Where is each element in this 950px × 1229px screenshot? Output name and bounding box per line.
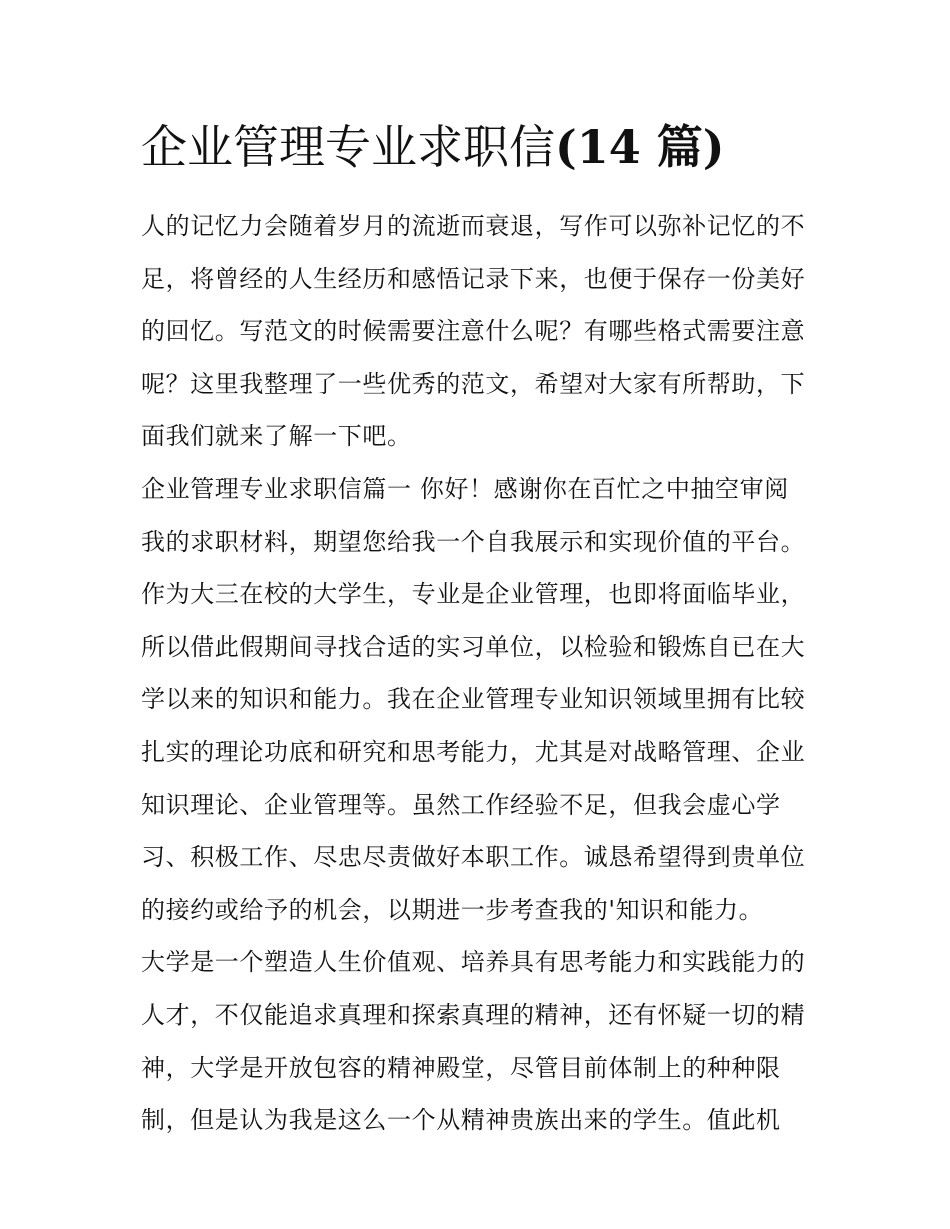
text-line: 企业管理专业求职信篇一 你好！感谢你在百忙之中抽空审阅	[141, 474, 789, 503]
text-line: 学以来的知识和能力。我在企业管理专业知识领域里拥有比较	[141, 685, 806, 714]
title-count: (14 篇)	[555, 120, 725, 174]
text-line: 知识理论、企业管理等。虽然工作经验不足，但我会虚心学	[141, 790, 781, 819]
text-line: 呢？这里我整理了一些优秀的范文，希望对大家有所帮助，下	[141, 369, 806, 398]
text-line: 人才，不仅能追求真理和探索真理的精神，还有怀疑一切的精	[141, 1000, 806, 1029]
text-line: 面我们就来了解一下吧。	[141, 422, 412, 451]
text-line: 大学是一个塑造人生价值观、培养具有思考能力和实践能力的	[141, 948, 806, 977]
text-line: 神，大学是开放包容的精神殿堂，尽管目前体制上的种种限	[141, 1053, 781, 1082]
text-line: 人的记忆力会随着岁月的流逝而衰退，写作可以弥补记忆的不	[141, 212, 806, 240]
text-line: 的接约或给予的机会，以期进一步考查我的'知识和能力。	[141, 895, 764, 924]
text-line: 扎实的理论功底和研究和思考能力，尤其是对战略管理、企业	[141, 737, 806, 766]
text-line: 作为大三在校的大学生，专业是企业管理，也即将面临毕业，	[141, 580, 806, 609]
text-line: 习、积极工作、尽忠尽责做好本职工作。诚恳希望得到贵单位	[141, 843, 806, 872]
text-line: 制，但是认为我是这么一个从精神贵族出来的学生。值此机	[141, 1106, 781, 1135]
text-line: 所以借此假期间寻找合适的实习单位，以检验和锻炼自已在大	[141, 632, 806, 661]
text-line: 足，将曾经的人生经历和感悟记录下来，也便于保存一份美好	[141, 264, 806, 293]
text-line: 的回忆。写范文的时候需要注意什么呢？有哪些格式需要注意	[141, 317, 806, 346]
title-main: 企业管理专业求职信	[141, 120, 555, 174]
text-line: 我的求职材料，期望您给我一个自我展示和实现价值的平台。	[141, 527, 806, 556]
document-body	[141, 200, 821, 1147]
page-title	[141, 118, 725, 176]
